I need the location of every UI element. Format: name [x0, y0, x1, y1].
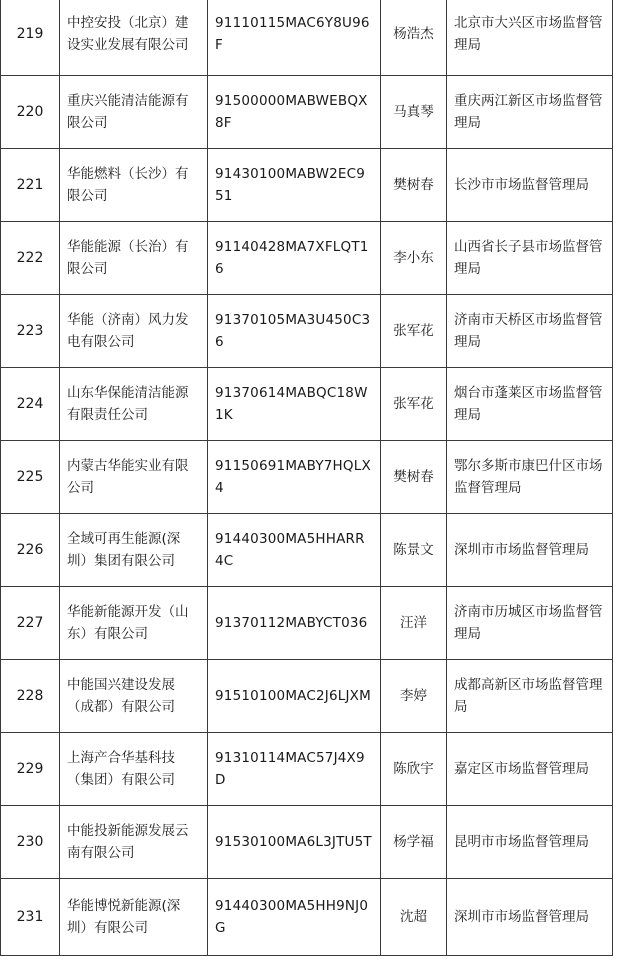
legal-representative: 杨学福	[381, 806, 447, 879]
table-row	[1, 587, 613, 660]
company-name: 华能（济南）风力发电有限公司	[60, 295, 208, 368]
table-row	[1, 295, 613, 368]
registration-authority: 深圳市市场监督管理局	[447, 879, 613, 956]
row-number: 228	[1, 660, 60, 733]
credit-code: 91500000MABWEBQX8F	[208, 76, 381, 149]
company-name: 全域可再生能源(深圳）集团有限公司	[60, 514, 208, 587]
table-row	[1, 149, 613, 222]
credit-code: 91110115MAC6Y8U96F	[208, 0, 381, 76]
legal-representative: 汪洋	[381, 587, 447, 660]
legal-representative: 杨浩杰	[381, 0, 447, 76]
legal-representative: 陈景文	[381, 514, 447, 587]
legal-representative: 张军花	[381, 295, 447, 368]
row-number: 222	[1, 222, 60, 295]
company-name: 华能新能源开发（山东）有限公司	[60, 587, 208, 660]
row-number: 223	[1, 295, 60, 368]
legal-representative: 马真琴	[381, 76, 447, 149]
row-number: 221	[1, 149, 60, 222]
registration-authority: 长沙市市场监督管理局	[447, 149, 613, 222]
table-row	[1, 441, 613, 514]
table-row	[1, 806, 613, 879]
registration-authority: 山西省长子县市场监督管理局	[447, 222, 613, 295]
credit-code: 91310114MAC57J4X9D	[208, 733, 381, 806]
row-number: 230	[1, 806, 60, 879]
row-number: 227	[1, 587, 60, 660]
table-row	[1, 368, 613, 441]
registration-authority: 深圳市市场监督管理局	[447, 514, 613, 587]
registration-authority: 济南市历城区市场监督管理局	[447, 587, 613, 660]
company-name: 中控安投（北京）建设实业发展有限公司	[60, 0, 208, 76]
company-name: 重庆兴能清洁能源有限公司	[60, 76, 208, 149]
credit-code: 91370112MABYCT036	[208, 587, 381, 660]
registration-authority: 济南市天桥区市场监督管理局	[447, 295, 613, 368]
registration-authority: 嘉定区市场监督管理局	[447, 733, 613, 806]
credit-code: 91530100MA6L3JTU5T	[208, 806, 381, 879]
registration-authority: 重庆两江新区市场监督管理局	[447, 76, 613, 149]
credit-code: 91510100MAC2J6LJXM	[208, 660, 381, 733]
company-name: 华能博悦新能源(深圳）有限公司	[60, 879, 208, 956]
company-name: 上海产合华基科技（集团）有限公司	[60, 733, 208, 806]
table-row	[1, 733, 613, 806]
row-number: 219	[1, 0, 60, 76]
legal-representative: 张军花	[381, 368, 447, 441]
legal-representative: 陈欣宇	[381, 733, 447, 806]
table-row	[1, 222, 613, 295]
registration-authority: 昆明市市场监督管理局	[447, 806, 613, 879]
company-name: 山东华保能清洁能源有限责任公司	[60, 368, 208, 441]
row-number: 229	[1, 733, 60, 806]
row-number: 231	[1, 879, 60, 956]
legal-representative: 樊树春	[381, 149, 447, 222]
credit-code: 91440300MA5HH9NJ0G	[208, 879, 381, 956]
table-row	[1, 660, 613, 733]
credit-code: 91440300MA5HHARR4C	[208, 514, 381, 587]
table-row	[1, 0, 613, 76]
row-number: 225	[1, 441, 60, 514]
row-number: 220	[1, 76, 60, 149]
credit-code: 91430100MABW2EC951	[208, 149, 381, 222]
row-number: 224	[1, 368, 60, 441]
company-name: 中能国兴建设发展（成都）有限公司	[60, 660, 208, 733]
row-number: 226	[1, 514, 60, 587]
legal-representative: 李婷	[381, 660, 447, 733]
table-row	[1, 76, 613, 149]
table-row	[1, 879, 613, 956]
legal-representative: 李小东	[381, 222, 447, 295]
credit-code: 91370614MABQC18W1K	[208, 368, 381, 441]
registration-authority: 烟台市蓬莱区市场监督管理局	[447, 368, 613, 441]
company-name: 中能投新能源发展云南有限公司	[60, 806, 208, 879]
legal-representative: 樊树春	[381, 441, 447, 514]
credit-code: 91370105MA3U450C36	[208, 295, 381, 368]
credit-code: 91140428MA7XFLQT16	[208, 222, 381, 295]
credit-code: 91150691MABY7HQLX4	[208, 441, 381, 514]
company-name: 华能燃料（长沙）有限公司	[60, 149, 208, 222]
registration-authority: 成都高新区市场监督管理局	[447, 660, 613, 733]
registration-authority: 鄂尔多斯市康巴什区市场监督管理局	[447, 441, 613, 514]
legal-representative: 沈超	[381, 879, 447, 956]
registration-authority: 北京市大兴区市场监督管理局	[447, 0, 613, 76]
company-name: 内蒙古华能实业有限公司	[60, 441, 208, 514]
company-name: 华能能源（长治）有限公司	[60, 222, 208, 295]
table-row	[1, 514, 613, 587]
